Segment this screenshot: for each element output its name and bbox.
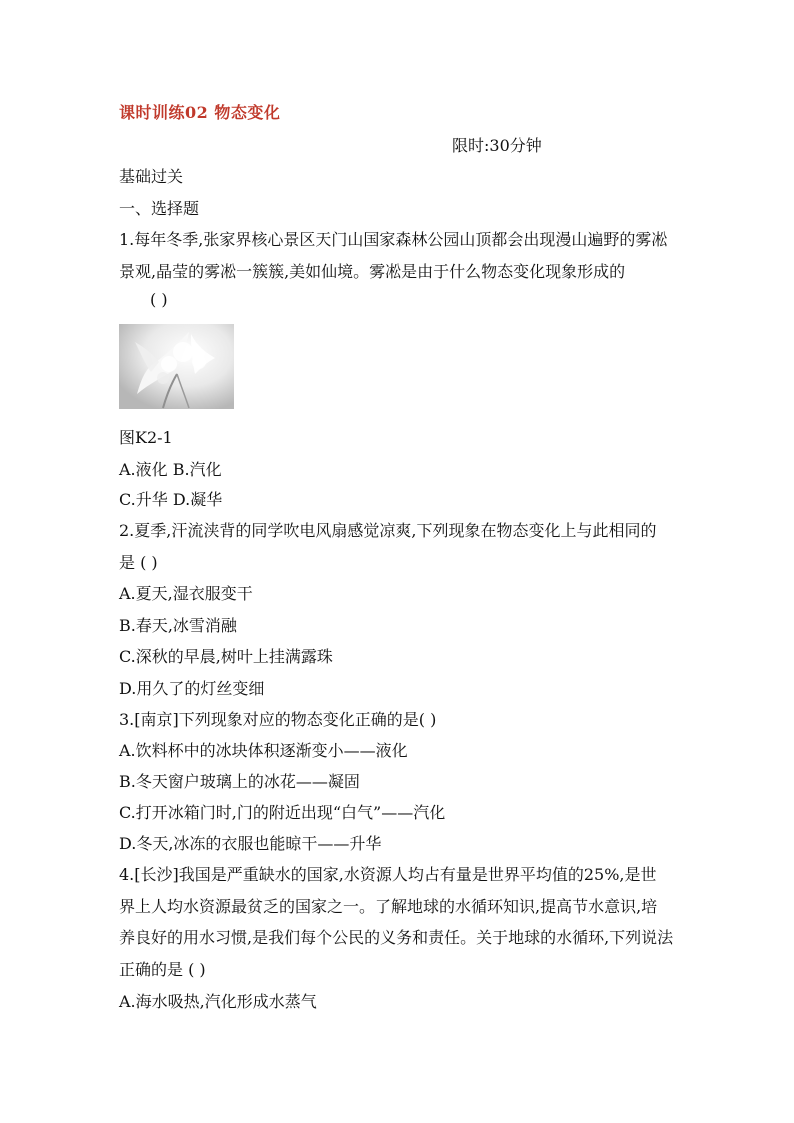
q2-text-line1: 2.夏季,汗流浃背的同学吹电风扇感觉凉爽,下列现象在物态变化上与此相同的 — [119, 521, 657, 540]
q1-answer-blank: ( ) — [150, 290, 168, 309]
worksheet-title: 课时训练02 物态变化 — [119, 103, 281, 122]
q3-option-a: A.饮料杯中的冰块体积逐渐变小——液化 — [119, 741, 408, 760]
q4-text-line3: 养良好的用水习惯,是我们每个公民的义务和责任。关于地球的水循环,下列说法 — [119, 928, 674, 947]
section-heading: 基础过关 — [119, 167, 184, 186]
q2-text-line2: 是 ( ) — [119, 553, 158, 572]
q3-option-c: C.打开冰箱门时,门的附近出现“白气”——汽化 — [119, 803, 446, 822]
q4-text-line1: 4.[长沙]我国是严重缺水的国家,水资源人均占有量是世界平均值的25%,是世 — [119, 865, 657, 884]
q1-figure-caption: 图K2-1 — [119, 428, 173, 447]
question-type: 一、选择题 — [119, 199, 200, 218]
rime-photo — [119, 324, 234, 409]
time-limit: 限时:30分钟 — [452, 136, 542, 155]
q3-option-b: B.冬天窗户玻璃上的冰花——凝固 — [119, 772, 360, 791]
q4-text-line4: 正确的是 ( ) — [119, 960, 206, 979]
q4-text-line2: 界上人均水资源最贫乏的国家之一。了解地球的水循环知识,提高节水意识,培 — [119, 897, 658, 916]
q2-option-b: B.春天,冰雪消融 — [119, 616, 237, 635]
q2-option-c: C.深秋的早晨,树叶上挂满露珠 — [119, 647, 333, 666]
q1-option-line2: C.升华 D.凝华 — [119, 490, 223, 509]
q1-text-line2: 景观,晶莹的雾凇一簇簇,美如仙境。雾凇是由于什么物态变化现象形成的 — [119, 262, 626, 281]
q3-text-line1: 3.[南京]下列现象对应的物态变化正确的是( ) — [119, 710, 437, 729]
q1-text-line1: 1.每年冬季,张家界核心景区天门山国家森林公园山顶都会出现漫山遍野的雾凇 — [119, 230, 668, 249]
q3-option-d: D.冬天,冰冻的衣服也能晾干——升华 — [119, 834, 382, 853]
q2-option-d: D.用久了的灯丝变细 — [119, 679, 265, 698]
q2-option-a: A.夏天,湿衣服变干 — [119, 584, 253, 603]
q1-option-line1: A.液化 B.汽化 — [119, 460, 222, 479]
q4-option-a: A.海水吸热,汽化形成水蒸气 — [119, 992, 317, 1011]
